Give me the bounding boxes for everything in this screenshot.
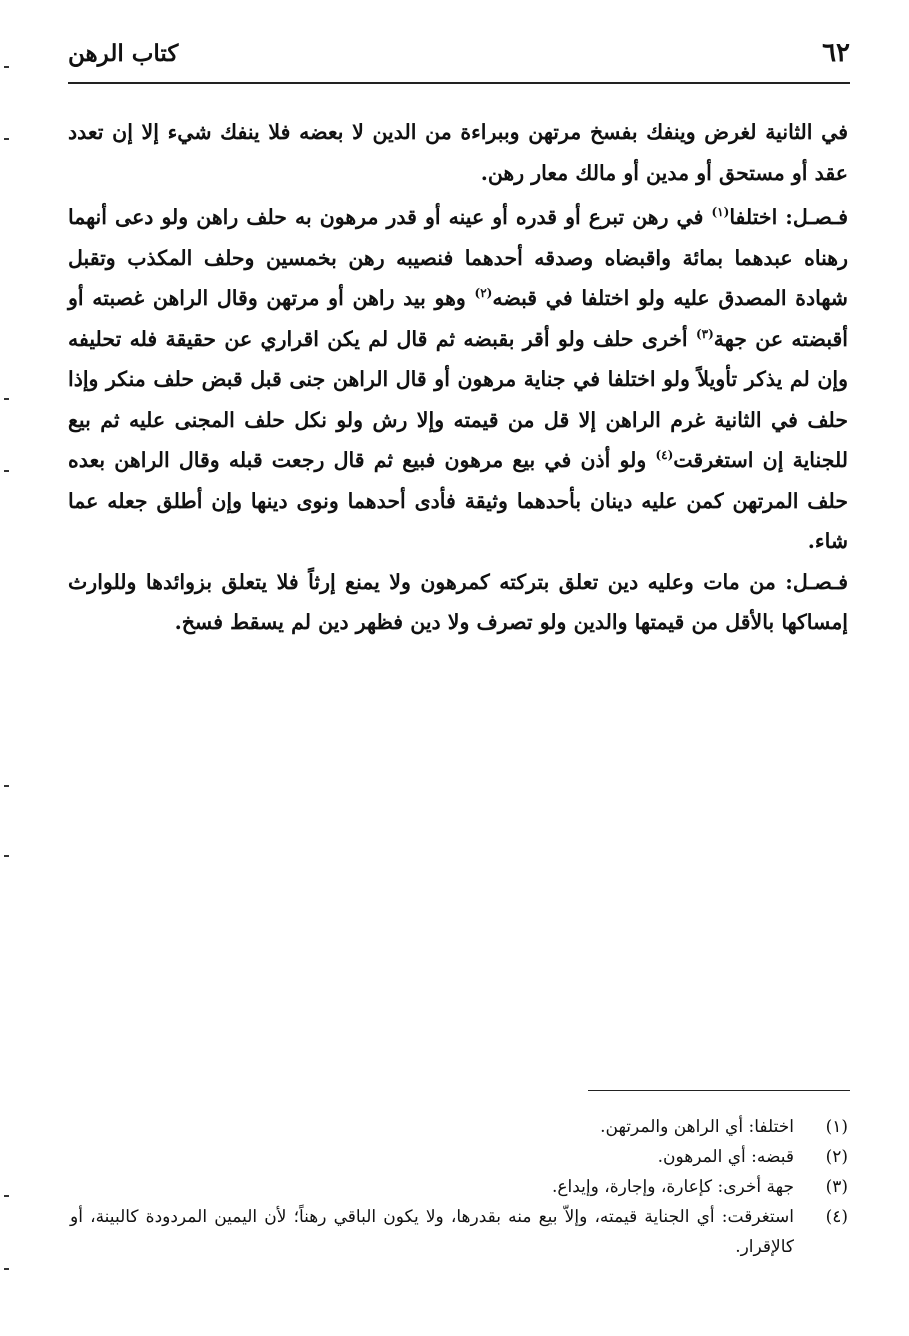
paragraph-1-line-1: في الثانية لغرض وينفك بفسخ مرتهن وببراءة من الدين لا بعضه فلا ينفك شيء إلا إن تعدد — [68, 120, 848, 144]
paragraph-2 — [68, 197, 848, 562]
margin-mark — [4, 1195, 9, 1197]
paragraph-1 — [68, 112, 848, 193]
footnote-number: (٢) — [825, 1147, 848, 1167]
paragraph-2-text: ولو أذن في بيع مرهون فبيع ثم قال رجعت قبله وقال الراهن بعده حلف المرتهن كمن عليه دينان بأحدهما وثيقة فأدى أحدهما ونوى دينها وإن أطلق جعله عما شاء. — [68, 448, 848, 553]
footnote-text: اختلفا: أي الراهن والمرتهن. — [600, 1117, 794, 1137]
footnote-text: قبضه: أي المرهون. — [657, 1147, 794, 1167]
section-heading: فـصـل — [792, 205, 848, 229]
footnote-text: استغرقت: أي الجناية قيمته، وإلاّ بيع منه بقدرها، ولا يكون الباقي رهناً؛ لأن اليمين المردودة كالبينة، أو كالإقرار. — [70, 1207, 794, 1257]
margin-mark — [4, 855, 9, 857]
footnote-item — [70, 1172, 852, 1202]
paragraph-1-line-2: عقد أو مستحق أو مدين أو مالك معار رهن. — [480, 160, 848, 185]
margin-mark — [4, 470, 9, 472]
margin-mark — [4, 138, 9, 140]
paragraph-2-text: وهو بيد راهن أو مرتهن وقال الراهن غصبته أو أقبضته عن جهة — [68, 286, 848, 351]
paragraph-2-text: في رهن تبرع أو قدره أو عينه أو قدر مرهون به حلف راهن ولو دعى أنهما رهناه عبدهما بمائة واقبضاه وصدقه أحدهما فنصيبه رهن بخمسين وحلف المكذب وتقبل شهادة المصدق عليه ولو اختلفا في قبضه — [68, 205, 848, 310]
footnote-ref-1[interactable]: (١) — [711, 205, 730, 220]
running-title: كتاب الرهن — [68, 40, 179, 67]
main-text — [68, 112, 848, 643]
footnotes — [70, 1112, 852, 1262]
page-number: ٦٢ — [822, 38, 850, 68]
margin-mark — [4, 785, 9, 787]
paragraph-2-text: أخرى حلف ولو أقر بقبضه ثم قال لم يكن اقراري عن حقيقة فله تحليفه وإن لم يذكر تأويلاً ولو اختلفا في جناية مرهون أو قال الراهن جنى قبل قبض حلف منكر وإذا حلف في الثانية غرم الراهن إلا قل من قيمته وإلا رش ولو نكل حلف المجنى عليه ثم بيع للجناية إن استغرقت — [68, 326, 848, 472]
footnote-ref-3[interactable]: (٣) — [695, 326, 714, 341]
margin-mark — [4, 398, 9, 400]
page-header — [68, 36, 850, 76]
footnote-number: (٣) — [825, 1177, 848, 1197]
footnote-separator — [588, 1090, 850, 1091]
footnote-item — [70, 1112, 852, 1142]
footnote-number: (١) — [825, 1117, 848, 1137]
header-rule — [68, 82, 850, 84]
paragraph-3 — [68, 562, 848, 643]
paragraph-3-text: : من مات وعليه دين تعلق بتركته كمرهون ولا يمنع إرثاً فلا يتعلق بزوائدها وللوارث إمساكها بالأقل من قيمتها والدين ولو تصرف ولا دين فظهر دين لم يسقط فسخ. — [68, 569, 848, 634]
footnote-number: (٤) — [825, 1207, 848, 1227]
margin-mark — [4, 66, 9, 68]
footnote-text: جهة أخرى: كإعارة، وإجارة، وإيداع. — [551, 1177, 794, 1197]
footnote-item — [70, 1142, 852, 1172]
footnote-ref-2[interactable]: (٢) — [474, 286, 493, 301]
margin-mark — [4, 1268, 9, 1270]
footnote-item — [70, 1202, 852, 1262]
section-heading: فـصـل — [792, 569, 848, 594]
footnote-ref-4[interactable]: (٤) — [655, 448, 674, 463]
paragraph-2-text: : اختلفا — [729, 205, 793, 229]
